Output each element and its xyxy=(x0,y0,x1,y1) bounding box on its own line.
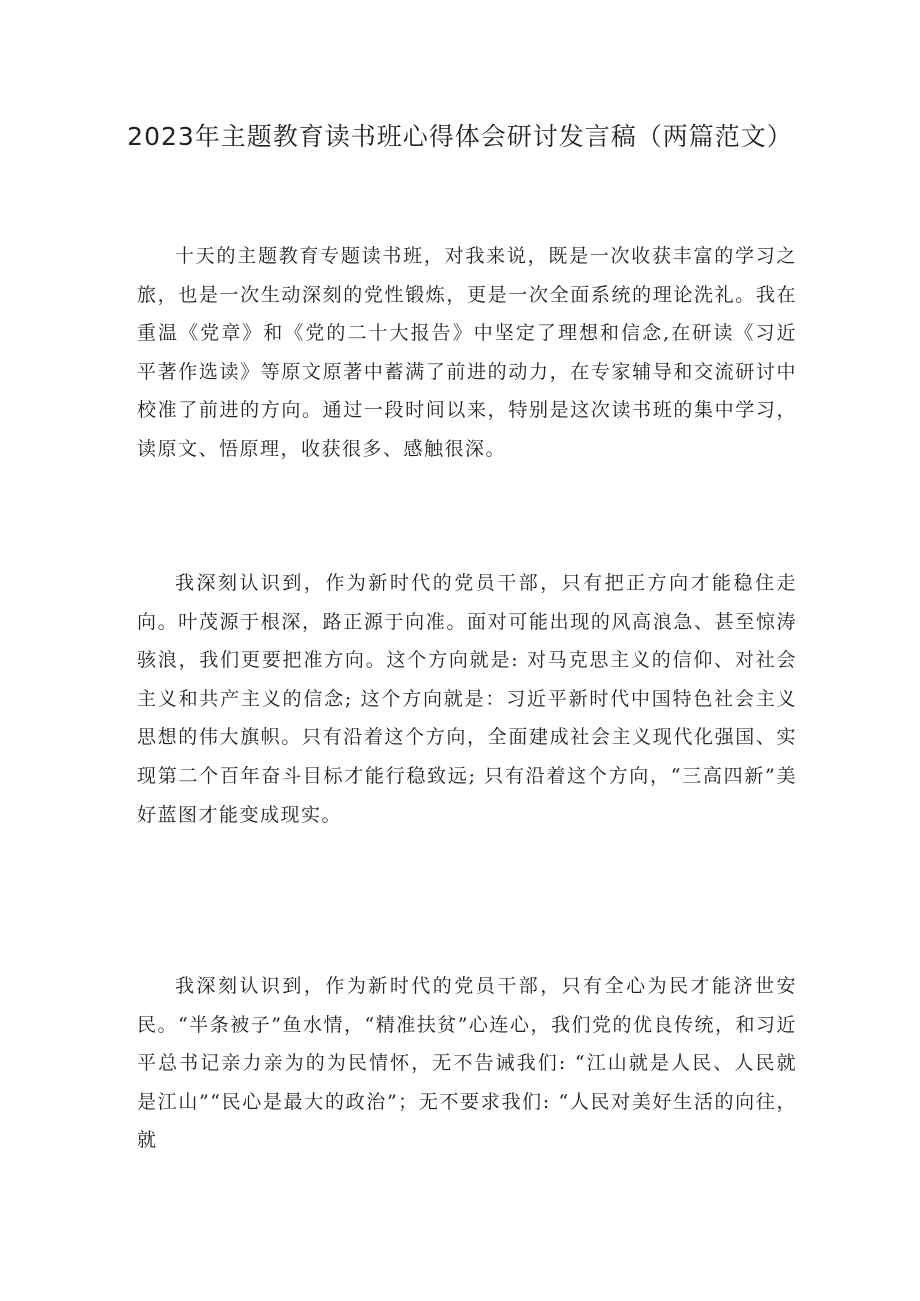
paragraph-3: 我深刻认识到，作为新时代的党员干部，只有全心为民才能济世安民。“半条被子”鱼水情，“精准扶贫”心连心，我们党的优良传统，和习近平总书记亲力亲为的为民情怀，无不告诫我们: “江山就是人民、人民就是江山”“民心是最大的政治”；无不要求我们: “人民对美好生活的向往，就 xyxy=(137,975,797,1152)
paragraph-2: 我深刻认识到，作为新时代的党员干部，只有把正方向才能稳住走向。叶茂源于根深，路正源于向准。面对可能出现的风高浪急、甚至惊涛骇浪，我们更要把准方向。这个方向就是: 对马克思主义的信仰、对社会主义和共产主义的信念; 这个方向就是：习近平新时代中国特色社会主义思想的伟大旗帜。只有沿着这个方向，全面建成社会主义现代化强国、实现第二个百年奋斗目标才能行稳致远; 只有沿着这个方向，“三高四新”美好蓝图才能变成现实。 xyxy=(137,572,797,826)
document-title: 2023年主题教育读书班心得体会研讨发言稿（两篇范文） xyxy=(127,122,793,151)
paragraph-1: 十天的主题教育专题读书班，对我来说，既是一次收获丰富的学习之旅，也是一次生动深刻的党性锻炼，更是一次全面系统的理论洗礼。我在重温《党章》和《党的二十大报告》中坚定了理想和信念,在研读《习近平著作选读》等原文原著中蓄满了前进的动力，在专家辅导和交流研讨中校准了前进的方向。通过一段时间以来，特别是这次读书班的集中学习，读原文、悟原理，收获很多、感触很深。 xyxy=(137,245,797,460)
